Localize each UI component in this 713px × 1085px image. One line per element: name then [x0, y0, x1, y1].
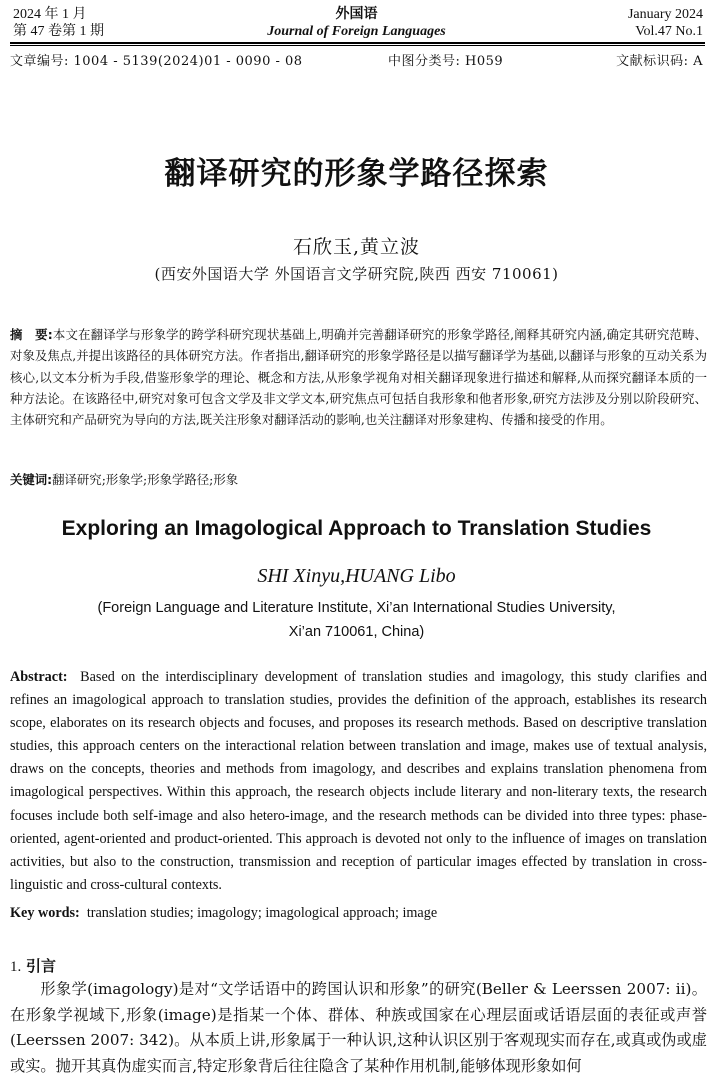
authors-en: SHI Xinyu,HUANG Libo [257, 565, 456, 587]
journal-volume-issue: 第 47 卷第 1 期 [13, 24, 104, 39]
section-number: 1. [10, 959, 22, 975]
journal-month-en: January 2024 [627, 7, 703, 22]
abstract-cn-text: 本文在翻译学与形象学的跨学科研究现状基础上,明确并完善翻译研究的形象学路径,阐释其研究内涵,确定其研究范畴、对象及焦点,并提出该路径的具体研究方法。作者指出,翻译研究的形象学路径是以描写翻译学为基础,以翻译与形象的互动关系为核心,以文本分析为手段,借鉴形象学的理论、概念和方法,从形象学视角对相关翻译现象进行描述和解释,从而探究翻译本质的一种方法论。在该路径中,研究对象可包含文学及非文学文本,研究焦点可包括自我形象和他者形象,研究方法涉及分别以阶段研究、主体研究和产品研究为导向的方法,既关注形象对翻译活动的影响,也关注翻译对形象建构、传播和接受的作用。 [10, 327, 707, 428]
abstract-en [10, 666, 707, 897]
abstract-cn-label: 摘 要: [10, 327, 53, 342]
abstract-en-label: Abstract: [10, 669, 68, 685]
abstract-cn [10, 324, 707, 430]
journal-name [0, 6, 713, 40]
article-number: 文章编号: 1004 - 5139(2024)01 - 0090 - 08 [10, 54, 303, 69]
affiliation-cn: (西安外国语大学 外国语言文学研究院,陕西 西安 710061) [154, 265, 559, 283]
journal-name-cn: 外国语 [335, 6, 378, 22]
journal-vol-en: Vol.47 No.1 [635, 24, 703, 39]
paper-title-cn: 翻译研究的形象学路径探索 [164, 156, 549, 192]
body-paragraph: 形象学(imagology)是对“文学话语中的跨国认识和形象”的研究(Beller & Leerssen 2007: ii)。在形象学视域下,形象(image)是指某一个体、群体、种族或国家在心理层面或话语层面的表征或声誉(Leerssen 2007: 342)。从本质上讲,形象属于一种认识,这种认识区别于客观现实而存在,或真或伪或虚或实。抛开其真伪虚实而言,特定形象背后往往隐含了某种作用机制,能够体现形象如何 [10, 980, 707, 1075]
header-rule-thin [10, 45, 705, 46]
keywords-cn-text: 翻译研究;形象学;形象学路径;形象 [52, 472, 239, 487]
header-rule-thick [10, 42, 705, 44]
paper-title-en: Exploring an Imagological Approach to Translation Studies [61, 517, 652, 540]
document-code: 文献标识码: A [616, 54, 703, 69]
classification-number: 中图分类号: H059 [388, 54, 504, 69]
journal-date: 2024 年 1 月 [13, 7, 87, 22]
keywords-en [10, 902, 707, 924]
journal-date-en [628, 6, 703, 40]
keywords-en-label: Key words: [10, 905, 80, 921]
journal-name-en: Journal of Foreign Languages [267, 24, 446, 39]
keywords-cn-label: 关键词: [10, 472, 53, 487]
authors-cn: 石欣玉,黄立波 [292, 236, 421, 258]
section-heading-introduction [10, 955, 56, 976]
affiliation-en-line2: Xi’an 710061, China) [288, 624, 425, 640]
keywords-cn [10, 469, 707, 490]
section-title: 引言 [26, 957, 57, 975]
affiliation-en-line1: (Foreign Language and Literature Institute, Xi’an International Studies University, [97, 600, 616, 616]
keywords-en-text: translation studies; imagology; imagological approach; image [86, 905, 438, 921]
abstract-en-text: Based on the interdisciplinary development of translation studies and imagology, this study clarifies and refines an imagological approach to translation studies, provides the definition of the approach, establishes its research scope, elaborates on its research objects and focuses, and proposes its research methods. Based on descriptive translation studies, this approach centers on the interactional relation between translation and image, makes use of textual analysis, draws on the concepts, theories and methods from imagology, and describes and explains translation phenomena from imagological perspectives. Within this approach, the research objects include literary and non-literary texts, the research focuses include both self-image and also hetero-image, and the research methods can be divided into three types: phase-oriented, agent-oriented and product-oriented. This approach is devoted not only to the influence of images on translation activities, but also to the construction, transmission and reception of particular images effected by translation in cross-linguistic and cross-cultural contexts. [10, 669, 707, 893]
affiliation-en [40, 596, 673, 644]
